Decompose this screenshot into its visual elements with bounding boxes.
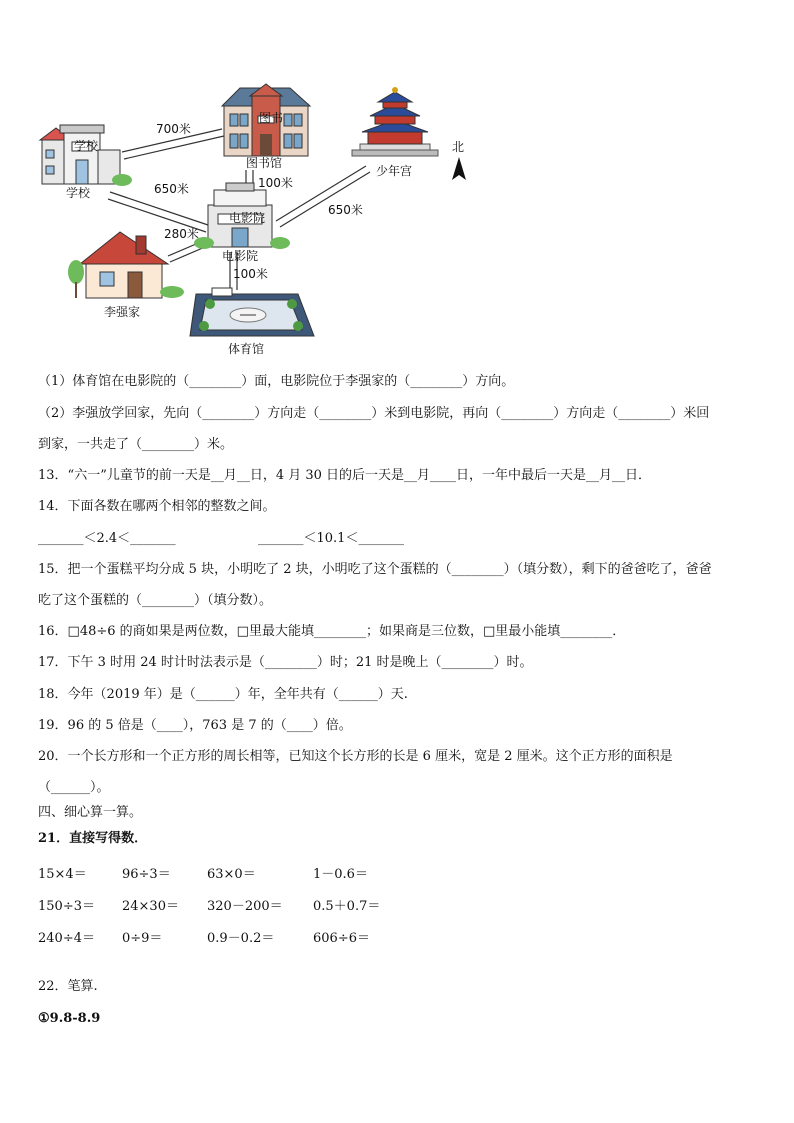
distance-school-library: 700米 <box>156 122 191 136</box>
library-building <box>222 84 310 156</box>
section-4-heading: 四、细心算一算。 <box>38 805 143 820</box>
distance-library-cinema: 100米 <box>258 176 293 190</box>
question-14: 14．下面各数在哪两个相邻的整数之间。 <box>38 499 276 514</box>
question-2-line1: （2）李强放学回家，先向（________）方向走（________）米到电影院，再向（________）方向走（________）米回 <box>38 406 710 421</box>
calc-item: 96÷3＝ <box>122 867 171 882</box>
calc-item: 240÷4＝ <box>38 931 95 946</box>
distance-school-cinema: 650米 <box>154 182 189 196</box>
question-17: 17．下午 3 时用 24 时计时法表示是（________）时；21 时是晚上（________）时。 <box>38 655 533 670</box>
road-school-cinema <box>108 192 208 232</box>
cinema-label: 电影院 <box>222 249 259 263</box>
calc-item: 320－200＝ <box>207 899 283 914</box>
question-20-line1: 20．一个长方形和一个正方形的周长相等，已知这个长方形的长是 6 厘米，宽是 2 厘米。这个正方形的面积是 <box>38 749 673 764</box>
question-15-line1: 15．把一个蛋糕平均分成 5 块，小明吃了 2 块，小明吃了这个蛋糕的（________）（填分数），剩下的爸爸吃了，爸爸 <box>38 562 712 577</box>
question-16: 16．□48÷6 的商如果是两位数，□里最大能填________；如果商是三位数，□里最小能填________． <box>38 624 626 639</box>
question-20-line2: （______）。 <box>38 780 110 795</box>
calc-item: 63×0＝ <box>207 867 256 882</box>
distance-cinema-gym: 100米 <box>233 267 268 281</box>
calc-item: 0.9－0.2＝ <box>207 931 275 946</box>
distance-home-cinema: 280米 <box>164 227 199 241</box>
calc-item: 24×30＝ <box>122 899 179 914</box>
campus-map <box>0 0 794 370</box>
question-13: 13．“六一”儿童节的前一天是__月__日，4 月 30 日的后一天是__月____日，一年中最后一天是__月__日． <box>38 468 652 483</box>
distance-palace-cinema: 650米 <box>328 203 363 217</box>
gym-building <box>190 288 314 336</box>
question-19: 19．96 的 5 倍是（____），763 是 7 的（____）倍。 <box>38 718 352 733</box>
calc-item: 1－0.6＝ <box>313 867 368 882</box>
svg-text:图书: 图书 <box>259 111 284 125</box>
question-22-item-1: ①9.8-8.9 <box>38 1011 101 1026</box>
li-qiang-home-building <box>68 232 184 298</box>
cinema-building <box>194 183 290 249</box>
question-18: 18．今年（2019 年）是（______）年，全年共有（______）天. <box>38 687 408 702</box>
question-14-a: _______＜2.4＜_______ <box>38 531 176 546</box>
calc-item: 150÷3＝ <box>38 899 95 914</box>
north-arrow-icon <box>452 157 466 180</box>
school-label: 学校 <box>66 186 91 200</box>
calc-item: 606÷6＝ <box>313 931 370 946</box>
north-label: 北 <box>452 140 465 154</box>
youth-palace-building <box>352 87 438 156</box>
svg-text:电影院: 电影院 <box>229 211 266 225</box>
question-1: （1）体育馆在电影院的（________）面，电影院位于李强家的（________）方向。 <box>38 374 515 389</box>
calc-item: 15×4＝ <box>38 867 87 882</box>
question-22: 22．笔算. <box>38 979 98 994</box>
li-qiang-home-label: 李强家 <box>104 305 141 319</box>
gym-label: 体育馆 <box>228 342 265 356</box>
school-building <box>40 125 132 186</box>
question-2-line2: 到家，一共走了（________）米。 <box>38 437 234 452</box>
library-label: 图书馆 <box>246 156 283 170</box>
question-14-b: _______＜10.1＜_______ <box>258 531 404 546</box>
calc-item: 0÷9＝ <box>122 931 163 946</box>
youth-palace-label: 少年宫 <box>376 164 413 178</box>
question-21: 21．直接写得数． <box>38 831 148 846</box>
calc-item: 0.5＋0.7＝ <box>313 899 381 914</box>
question-15-line2: 吃了这个蛋糕的（________）（填分数）。 <box>38 593 273 608</box>
svg-text:学校: 学校 <box>74 139 99 153</box>
